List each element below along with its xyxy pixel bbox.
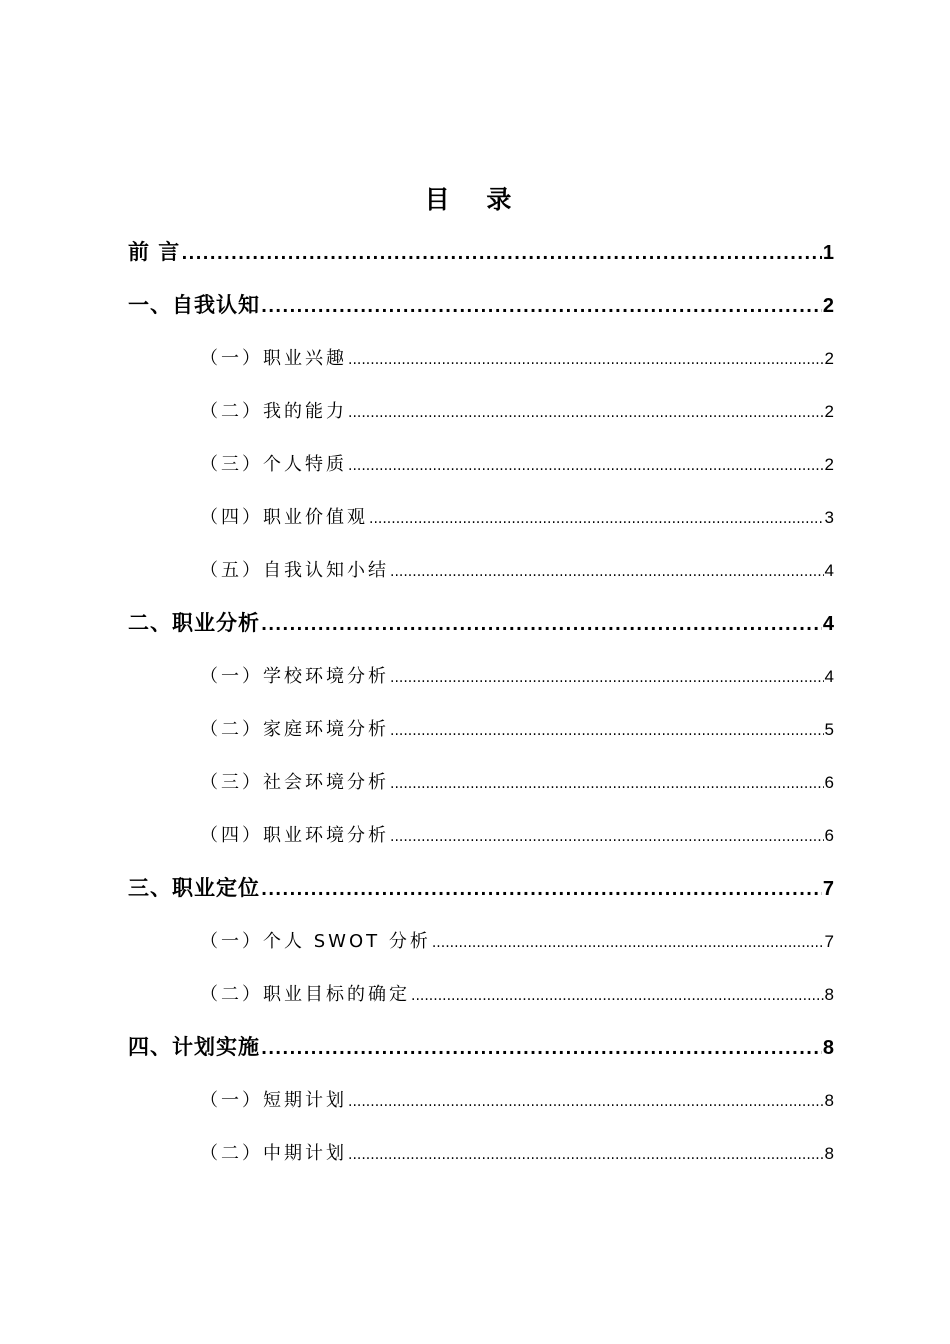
toc-subsection-entry[interactable]: [128, 650, 834, 703]
toc-dot-leader: [261, 1022, 822, 1075]
table-of-contents: [128, 226, 834, 1180]
toc-page-number: 6: [824, 826, 834, 845]
toc-entry-label: （二）职业目标的确定: [200, 984, 410, 1005]
toc-dot-leader: [369, 493, 824, 546]
toc-page-number: 8: [822, 1037, 834, 1059]
toc-section-entry[interactable]: [128, 862, 834, 915]
toc-dot-leader: [348, 1076, 824, 1129]
toc-dot-leader: [181, 227, 822, 280]
toc-subsection-entry[interactable]: [128, 1127, 834, 1180]
toc-dot-leader: [390, 705, 824, 758]
toc-subsection-entry[interactable]: [128, 491, 834, 544]
toc-dot-leader: [432, 917, 824, 970]
toc-entry-label: （三）社会环境分析: [200, 772, 389, 793]
toc-page-number: 8: [824, 1091, 834, 1110]
toc-section-entry[interactable]: [128, 226, 834, 279]
toc-subsection-entry[interactable]: [128, 544, 834, 597]
toc-entry-label: （二）家庭环境分析: [200, 719, 389, 740]
toc-entry-label: 一、自我认知: [128, 293, 260, 317]
toc-section-entry[interactable]: [128, 279, 834, 332]
toc-dot-leader: [348, 387, 824, 440]
toc-page-number: 5: [824, 720, 834, 739]
toc-section-entry[interactable]: [128, 1021, 834, 1074]
toc-dot-leader: [261, 280, 822, 333]
toc-subsection-entry[interactable]: [128, 1074, 834, 1127]
toc-page-number: 4: [824, 561, 834, 580]
toc-page-number: 4: [822, 613, 834, 635]
toc-dot-leader: [390, 546, 824, 599]
toc-entry-label: 四、计划实施: [128, 1035, 260, 1059]
toc-title: 目 录: [424, 185, 526, 214]
toc-dot-leader: [390, 758, 824, 811]
toc-entry-label: （一）学校环境分析: [200, 666, 389, 687]
toc-page-number: 6: [824, 773, 834, 792]
toc-subsection-entry[interactable]: [128, 438, 834, 491]
toc-page-number: 2: [824, 455, 834, 474]
toc-page-number: 8: [824, 1144, 834, 1163]
toc-dot-leader: [261, 598, 822, 651]
toc-page-number: 7: [822, 878, 834, 900]
toc-dot-leader: [390, 811, 824, 864]
toc-entry-label: 前 言: [128, 240, 181, 264]
toc-page-number: 2: [824, 402, 834, 421]
toc-subsection-entry[interactable]: [128, 385, 834, 438]
toc-subsection-entry[interactable]: [128, 968, 834, 1021]
toc-entry-label: （五）自我认知小结: [200, 560, 389, 581]
toc-dot-leader: [348, 1129, 824, 1182]
toc-entry-label: （一）个人 SWOT 分析: [200, 931, 431, 952]
toc-dot-leader: [261, 863, 822, 916]
toc-page-number: 1: [822, 242, 834, 264]
toc-entry-label: 二、职业分析: [128, 611, 260, 635]
toc-dot-leader: [348, 334, 824, 387]
toc-entry-label: 三、职业定位: [128, 876, 260, 900]
toc-subsection-entry[interactable]: [128, 756, 834, 809]
toc-page-number: 3: [824, 508, 834, 527]
toc-dot-leader: [348, 440, 824, 493]
toc-subsection-entry[interactable]: [128, 809, 834, 862]
toc-section-entry[interactable]: [128, 597, 834, 650]
toc-page-number: 4: [824, 667, 834, 686]
toc-entry-label: （三）个人特质: [200, 454, 347, 475]
toc-page-number: 2: [822, 295, 834, 317]
toc-subsection-entry[interactable]: [128, 332, 834, 385]
toc-entry-label: （四）职业价值观: [200, 507, 368, 528]
toc-dot-leader: [411, 970, 824, 1023]
toc-entry-label: （四）职业环境分析: [200, 825, 389, 846]
toc-page-number: 2: [824, 349, 834, 368]
toc-subsection-entry[interactable]: [128, 915, 834, 968]
toc-entry-label: （二）中期计划: [200, 1143, 347, 1164]
toc-page-number: 8: [824, 985, 834, 1004]
toc-dot-leader: [390, 652, 824, 705]
toc-entry-label: （二）我的能力: [200, 401, 347, 422]
toc-subsection-entry[interactable]: [128, 703, 834, 756]
toc-entry-label: （一）短期计划: [200, 1090, 347, 1111]
toc-page-number: 7: [824, 932, 834, 951]
toc-entry-label: （一）职业兴趣: [200, 348, 347, 369]
